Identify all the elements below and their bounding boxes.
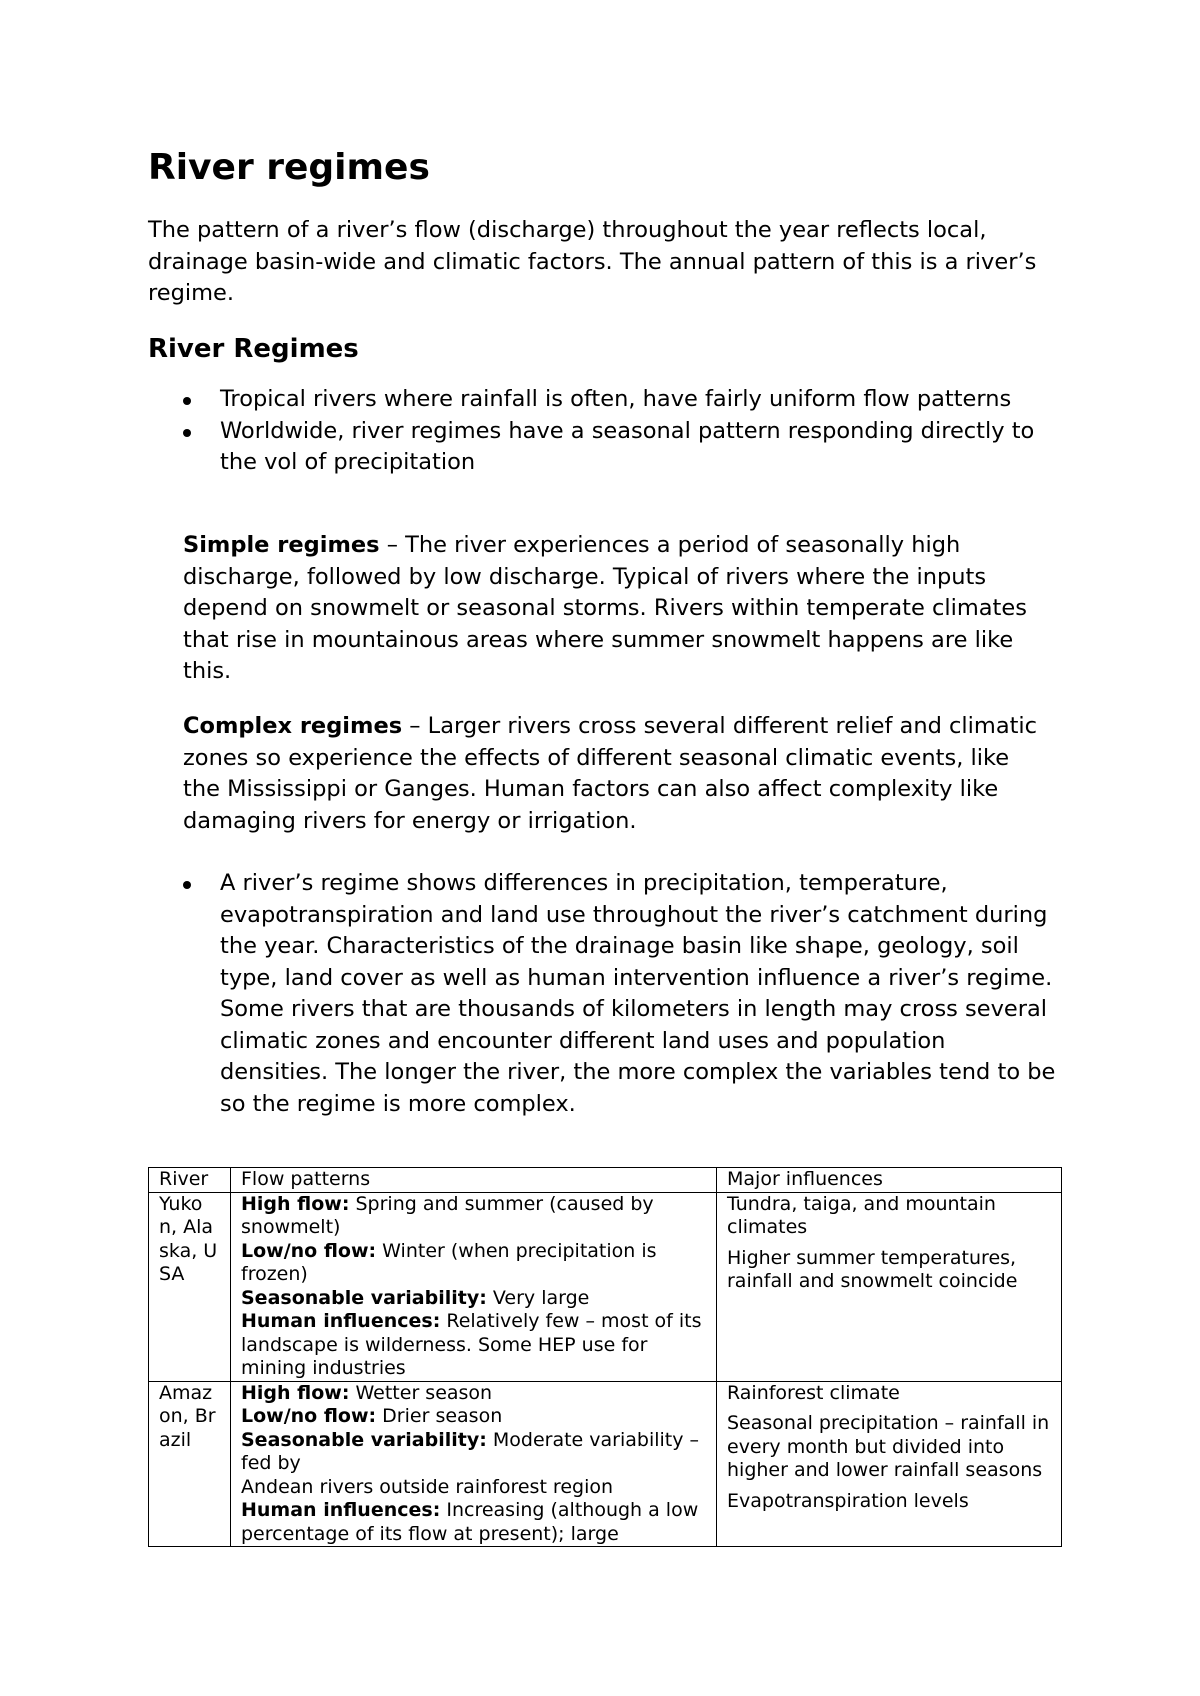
flow-text: Moderate variability – fed by	[241, 1428, 700, 1474]
simple-regimes-term: Simple regimes	[183, 532, 380, 558]
flow-text: Spring and summer (caused by snowmelt)	[241, 1192, 654, 1238]
bullet-icon	[183, 429, 191, 437]
bullet-text: A river’s regime shows differences in precipitation, temperature, evapotranspiration and land use throughout the river’s catchment during the year. Characteristics of the drainage basin like shape, geology, soil type, land cover as well as human intervention influence a river’s regime. Some rivers that are thousands of kilometers in length may cross several climatic zones and encounter different land uses and population densities. The longer the river, the more complex the variables tend to be so the regime is more complex.	[220, 870, 1056, 1117]
table-row	[149, 1381, 1062, 1547]
page-title: River regimes	[148, 147, 430, 188]
flow-label: Human influences:	[241, 1310, 441, 1332]
flow-line	[241, 1382, 706, 1406]
flow-text: Drier season	[376, 1405, 503, 1427]
river-cell	[149, 1381, 231, 1547]
bullet-item	[220, 868, 1060, 1120]
flow-text: Andean rivers outside rainforest region	[241, 1475, 614, 1498]
influences-cell	[717, 1192, 1062, 1381]
flow-line	[241, 1310, 706, 1381]
simple-regimes-text: – The river experiences a period of seasonally high discharge, followed by low discharge. Typical of rivers where the inputs depend on snowmelt or seasonal storms. Rivers within temperate climates that rise in mountainous areas where summer snowmelt happens are like this.	[183, 532, 1027, 684]
bullet-text: Tropical rivers where rainfall is often, have fairly uniform flow patterns	[220, 386, 1012, 412]
influences-cell	[717, 1381, 1062, 1547]
flow-line	[241, 1240, 706, 1287]
flow-label: Seasonable variability:	[241, 1286, 487, 1309]
bullet-icon	[183, 881, 191, 889]
complex-regimes-paragraph	[183, 711, 1053, 837]
flow-text: Increasing (although a low percentage of its flow at present); large	[241, 1499, 699, 1545]
flow-line	[241, 1405, 706, 1429]
bullet-list	[220, 868, 1060, 1120]
influence-text: Evapotranspiration levels	[727, 1489, 969, 1512]
complex-regimes-term: Complex regimes	[183, 713, 403, 739]
column-header-flow: Flow patterns	[231, 1168, 717, 1193]
flow-text: Very large	[486, 1286, 590, 1309]
bullet-icon	[183, 397, 191, 405]
flow-text: Winter (when precipitation is frozen)	[241, 1239, 657, 1285]
flow-line	[241, 1193, 706, 1240]
table-row	[149, 1192, 1062, 1381]
flow-label: Low/no flow:	[241, 1239, 377, 1262]
river-name: Yukon, Alaska, USA	[159, 1192, 218, 1285]
flow-cell	[231, 1192, 717, 1381]
complex-regimes-text: – Larger rivers cross several different relief and climatic zones so experience the effects of different seasonal climatic events, like the Mississippi or Ganges. Human factors can also affect complexity like damaging rivers for energy or irrigation.	[183, 713, 1038, 834]
river-regimes-table	[148, 1167, 1062, 1547]
river-name: Amazon, Brazil	[159, 1381, 216, 1451]
flow-label: High flow:	[241, 1192, 350, 1215]
column-header-influences: Major influences	[717, 1168, 1062, 1193]
influence-text: Seasonal precipitation – rainfall in every month but divided into higher and lower rainfall seasons	[727, 1412, 1050, 1481]
bullet-text: Worldwide, river regimes have a seasonal pattern responding directly to the vol of precipitation	[220, 417, 1035, 475]
flow-label: Seasonable variability:	[241, 1428, 487, 1451]
flow-label: High flow:	[241, 1381, 350, 1404]
flow-text: Wetter season	[349, 1381, 493, 1404]
flow-line	[241, 1429, 706, 1476]
influence-text: Tundra, taiga, and mountain climates	[727, 1192, 996, 1238]
river-cell	[149, 1192, 231, 1381]
flow-label: Human influences:	[241, 1499, 441, 1521]
column-header-river: River	[149, 1168, 231, 1193]
bullet-item	[220, 384, 1040, 416]
simple-regimes-paragraph	[183, 530, 1053, 688]
influence-text: Higher summer temperatures, rainfall and snowmelt coincide	[727, 1246, 1018, 1292]
flow-line	[241, 1476, 706, 1500]
flow-cell	[231, 1381, 717, 1547]
bullet-item	[220, 416, 1040, 479]
flow-text: Relatively few – most of its landscape is wilderness. Some HEP use for mining industries	[241, 1310, 702, 1379]
section-heading: River Regimes	[148, 334, 359, 364]
intro-paragraph: The pattern of a river’s flow (discharge) throughout the year reflects local, drainage basin-wide and climatic factors. The annual pattern of this is a river’s regime.	[148, 217, 1037, 306]
bullet-list	[220, 384, 1040, 479]
flow-label: Low/no flow:	[241, 1405, 377, 1427]
influence-text: Rainforest climate	[727, 1381, 900, 1404]
flow-line	[241, 1499, 706, 1546]
flow-line	[241, 1287, 706, 1311]
table-header-row	[149, 1168, 1062, 1193]
